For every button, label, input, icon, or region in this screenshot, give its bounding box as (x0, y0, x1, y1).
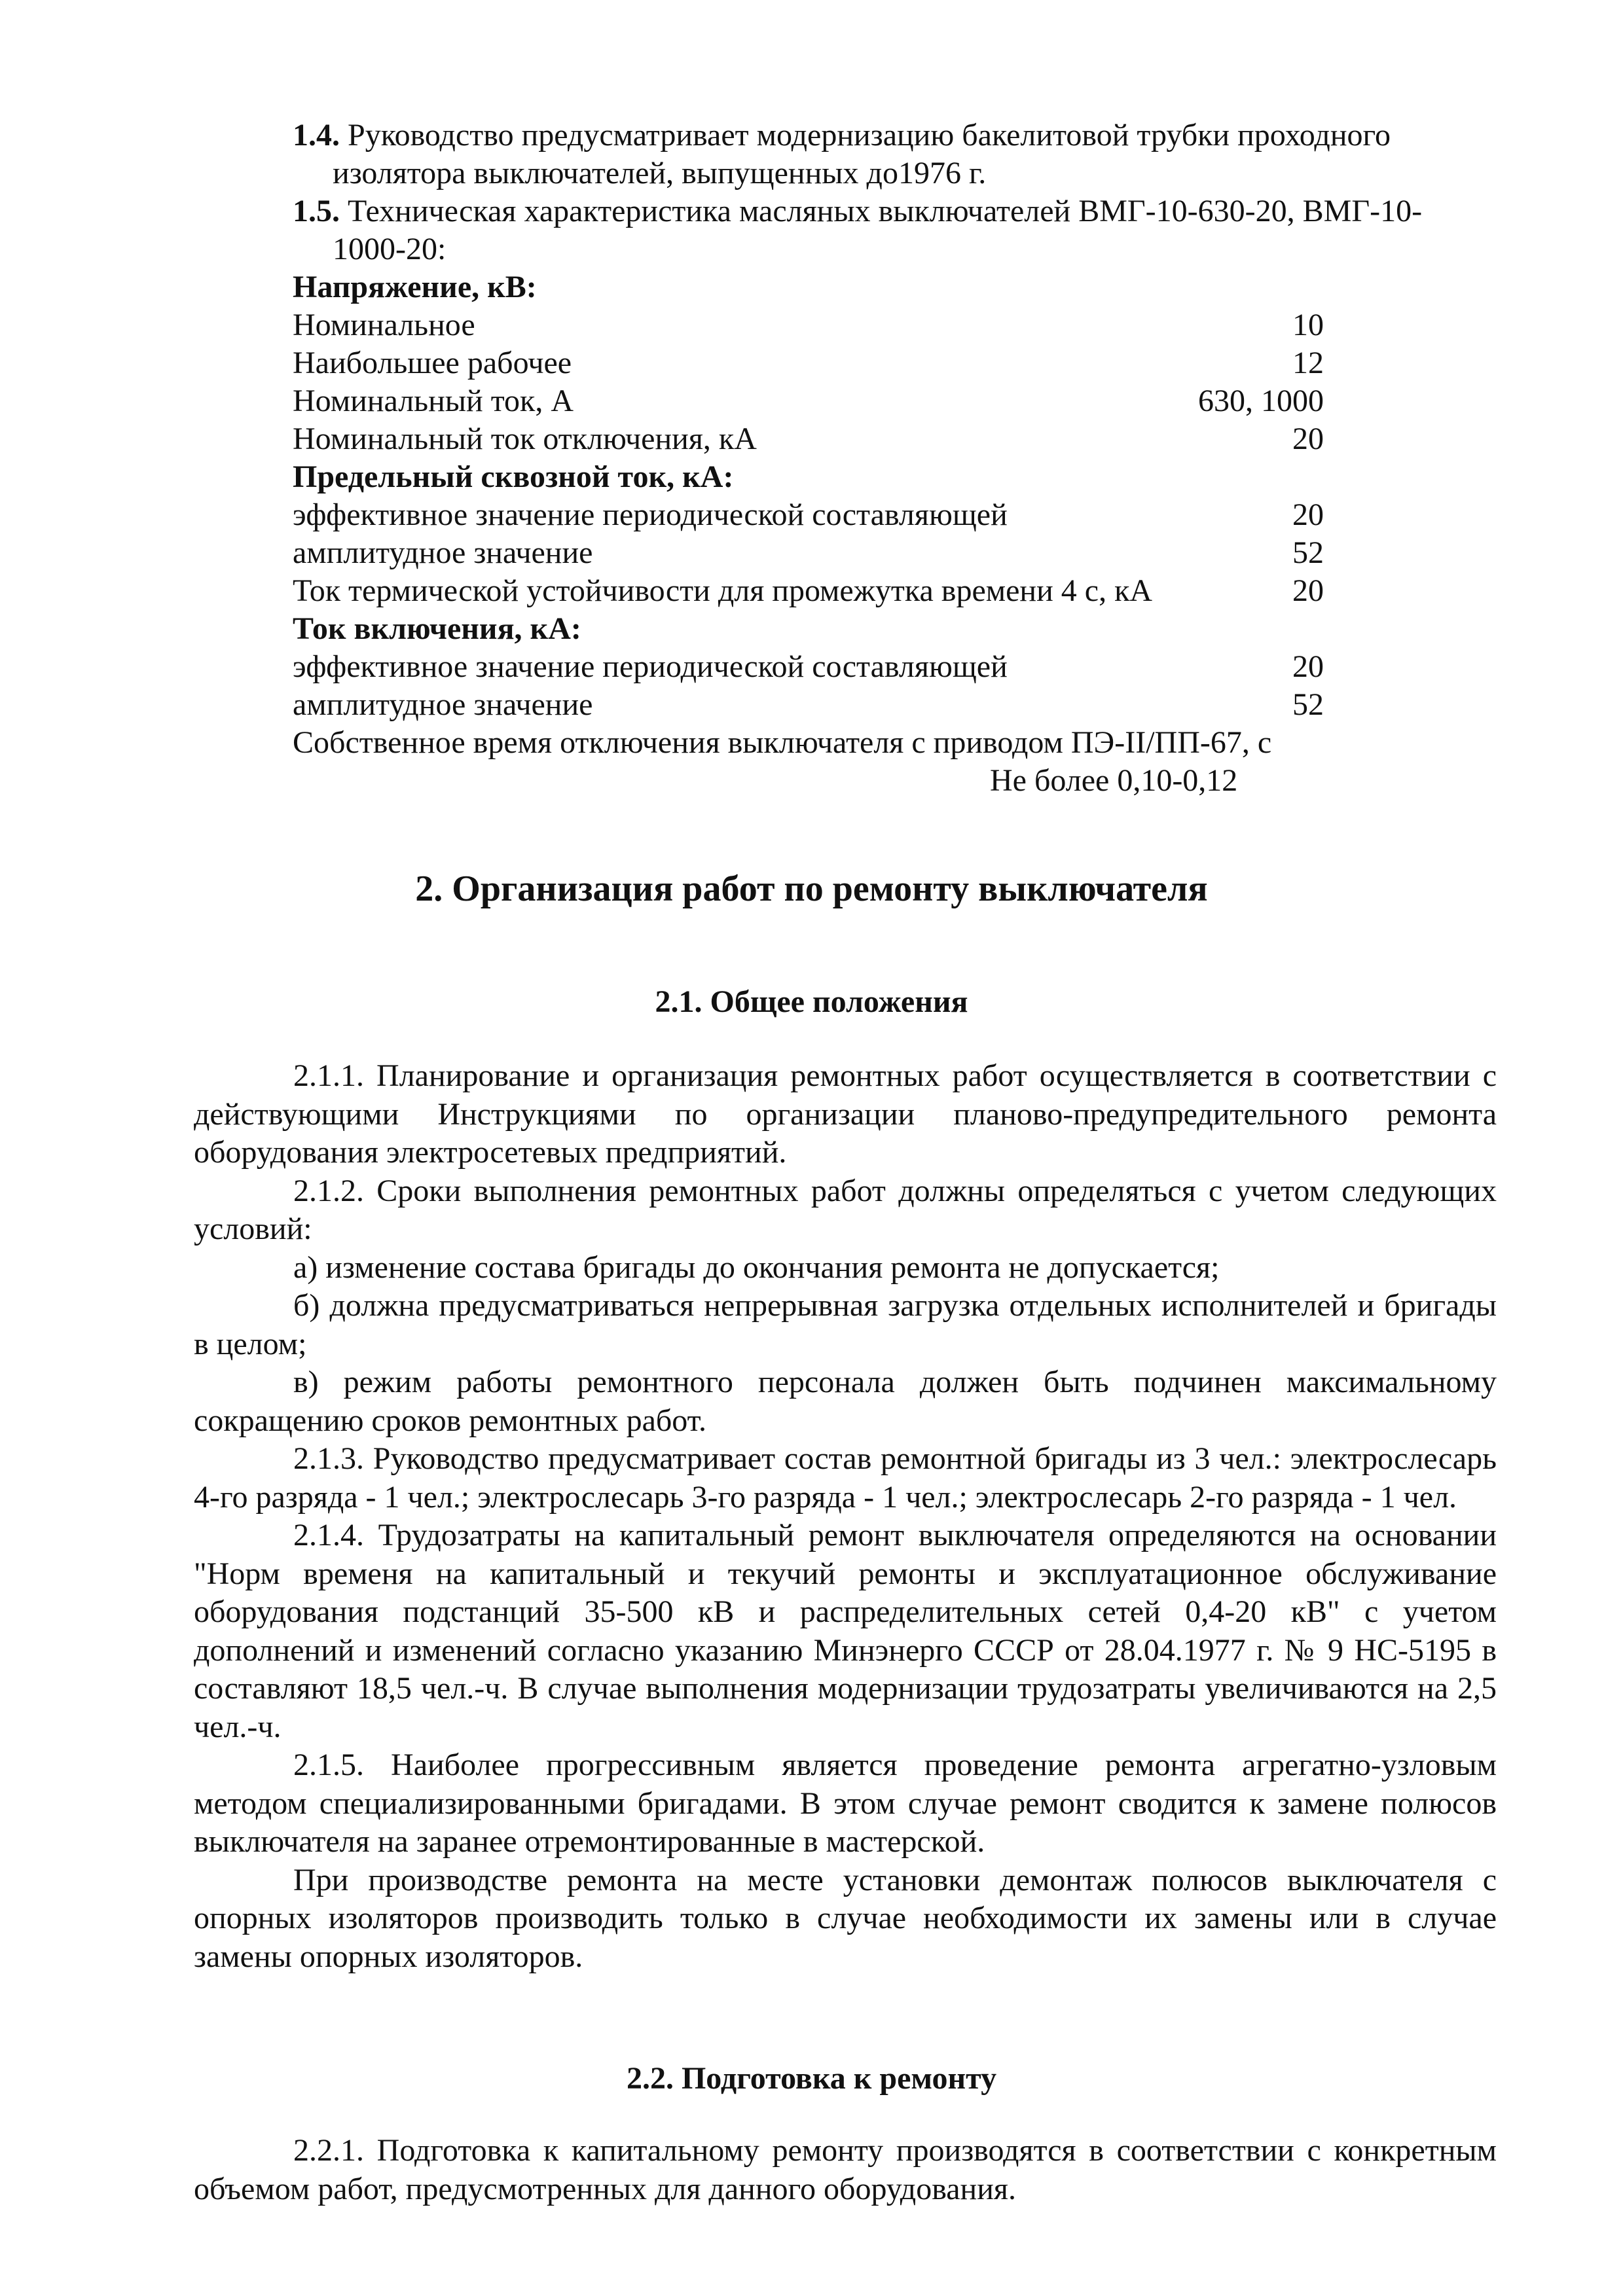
item-1-4-number: 1.4. (293, 118, 340, 152)
spec-value: 52 (1292, 687, 1324, 722)
paragraph: 2.2.1. Подготовка к капитальному ремонту производятся в соответствии с конкретным объемом работ, предусмотренных для данного оборудования. (194, 2133, 1497, 2206)
subsection-2-2-title: 2.2. Подготовка к ремонту (626, 2061, 997, 2096)
spec-value: 20 (1292, 649, 1324, 684)
spec-row (293, 382, 1324, 420)
spec-row (293, 534, 1324, 572)
spec-row (293, 306, 1324, 344)
spec-value: 20 (1292, 422, 1324, 456)
subsection-2-1-title: 2.1. Общее положения (655, 984, 968, 1019)
through-current-heading: Предельный сквозной ток, кА: (293, 459, 734, 494)
spec-row (293, 496, 1324, 534)
item-1-4 (293, 117, 1491, 192)
spec-value: 20 (1292, 573, 1324, 608)
spec-value: 20 (1292, 497, 1324, 532)
spec-value: 630, 1000 (1198, 384, 1324, 418)
paragraph: При производстве ремонта на месте установки демонтаж полюсов выключателя с опорных изоляторов производить только в случае необходимости их замены или в случае замены опорных изоляторов. (194, 1862, 1497, 1974)
spec-label: Ток термической устойчивости для промежутка времени 4 с, кА (293, 573, 1153, 608)
spec-label: Номинальное (293, 308, 475, 342)
spec-value: 52 (1292, 535, 1324, 570)
item-1-5 (293, 192, 1491, 268)
spec-value: 12 (1292, 346, 1324, 380)
spec-label: эффективное значение периодической составляющей (293, 649, 1008, 684)
item-1-5-text: Техническая характеристика масляных выключателей ВМГ-10-630-20, ВМГ-10-1000-20: (333, 194, 1423, 266)
paragraph: 2.1.3. Руководство предусматривает состав ремонтной бригады из 3 чел.: электрослесарь 4-го разряда - 1 чел.; электрослесарь 3-го разряда - 1 чел.; электрослесарь 2-го разряда - 1 чел. (194, 1441, 1497, 1515)
spec-row (293, 420, 1324, 458)
item-1-4-text: Руководство предусматривает модернизацию бакелитовой трубки проходного изолятора выключателей, выпущенных до1976 г. (333, 118, 1391, 190)
subsection-2-1-body (194, 1057, 1497, 1976)
trip-time-value: Не более 0,10-0,12 (990, 763, 1238, 798)
paragraph: 2.1.2. Сроки выполнения ремонтных работ должны определяться с учетом следующих условий: (194, 1173, 1497, 1246)
paragraph: в) режим работы ремонтного персонала должен быть подчинен максимальному сокращению сроков ремонтных работ. (194, 1365, 1497, 1438)
spec-row (293, 648, 1324, 686)
voltage-heading: Напряжение, кВ: (293, 270, 537, 304)
item-1-5-number: 1.5. (293, 194, 340, 228)
paragraph: а) изменение состава бригады до окончания ремонта не допускается; (293, 1249, 1220, 1285)
paragraph: 2.1.1. Планирование и организация ремонтных работ осуществляется в соответствии с действующими Инструкциями по организации планово-предупредительного ремонта оборудования электросетевых предприятий. (194, 1058, 1497, 1170)
spec-label: эффективное значение периодической составляющей (293, 497, 1008, 532)
section-2-title: 2. Организация работ по ремонту выключателя (415, 869, 1208, 909)
spec-label: Номинальный ток отключения, кА (293, 422, 757, 456)
switch-on-heading: Ток включения, кА: (293, 611, 581, 646)
spec-label: амплитудное значение (293, 535, 593, 570)
paragraph: 2.1.4. Трудозатраты на капитальный ремонт выключателя определяются на основании "Норм временя на капитальный и текучий ремонты и эксплуатационное обслуживание оборудования подстанций 35-500 кВ и распределительных сетей 0,4-20 кВ" с учетом дополнений и изменений согласно указанию Минэнерго СССР от 28.04.1977 г. № 9 НС-5195 в составляют 18,5 чел.-ч. В случае выполнения модернизации трудозатраты увеличиваются на 2,5 чел.-ч. (194, 1518, 1497, 1744)
paragraph: б) должна предусматриваться непрерывная загрузка отдельных исполнителей и бригады в целом; (194, 1288, 1497, 1361)
spec-label: Номинальный ток, А (293, 384, 574, 418)
trip-time-label: Собственное время отключения выключателя с приводом ПЭ-II/ПП-67, с (293, 725, 1272, 760)
spec-row (293, 686, 1324, 724)
subsection-2-2-body (194, 2132, 1497, 2208)
spec-row (293, 344, 1324, 382)
spec-label: амплитудное значение (293, 687, 593, 722)
section-1-content (293, 117, 1491, 800)
spec-value: 10 (1292, 308, 1324, 342)
spec-label: Наибольшее рабочее (293, 346, 572, 380)
paragraph: 2.1.5. Наиболее прогрессивным является проведение ремонта агрегатно-узловым методом специализированными бригадами. В этом случае ремонт сводится к замене полюсов выключателя на заранее отремонтированные в мастерской. (194, 1748, 1497, 1859)
spec-row (293, 572, 1324, 610)
